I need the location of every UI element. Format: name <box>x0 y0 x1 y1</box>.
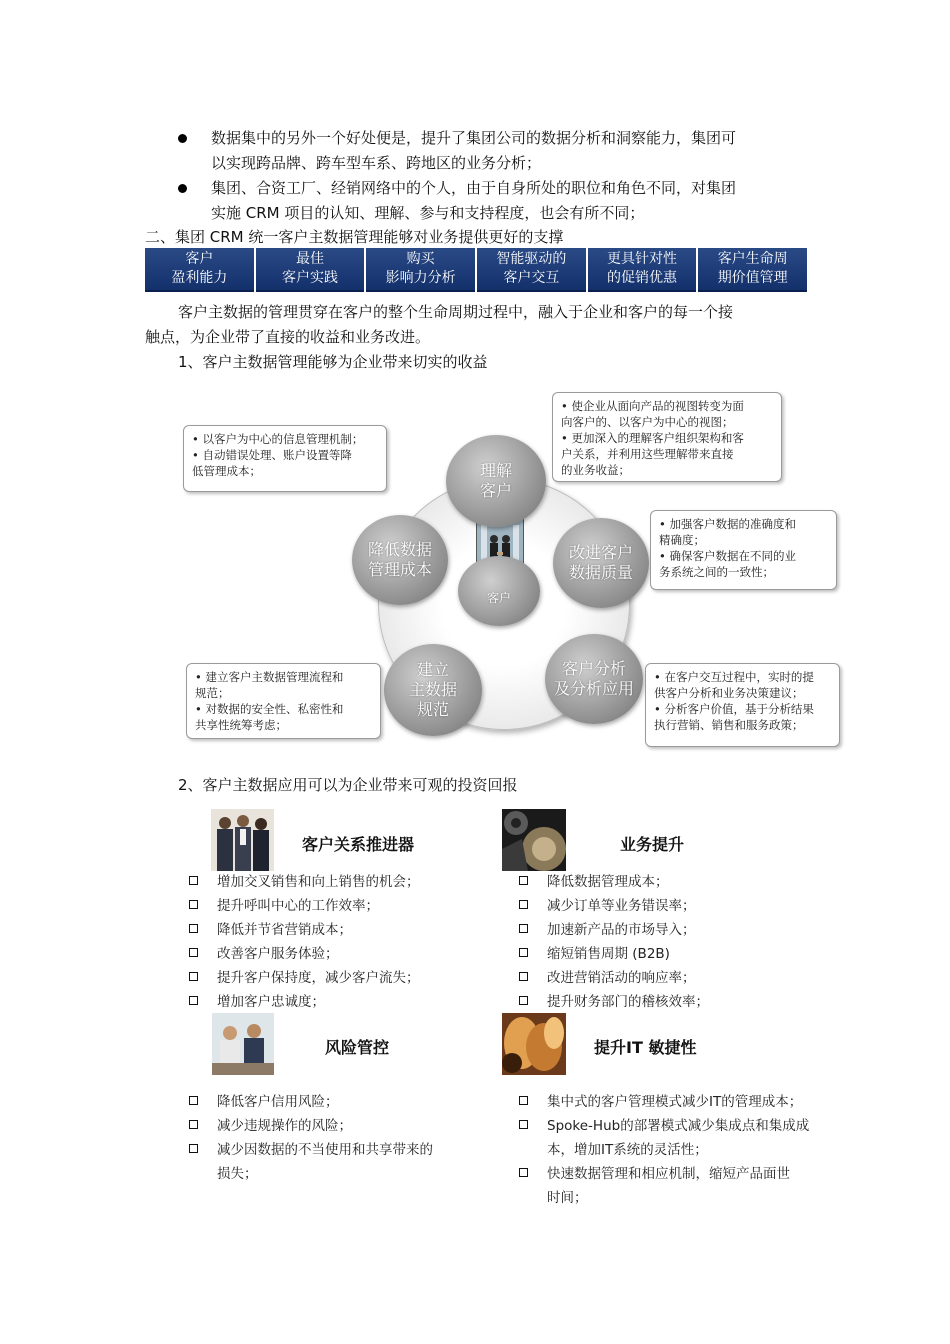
bullet-dot <box>178 134 187 143</box>
capability-banner <box>145 248 807 292</box>
banner-cell: 购买 影响力分析 <box>366 248 475 292</box>
gear-icon <box>502 809 566 871</box>
banner-cell: 智能驱动的 客户交互 <box>477 248 586 292</box>
gears-photo <box>502 809 566 871</box>
checkbox-icon <box>189 924 198 933</box>
list-item: 缩短销售周期 (B2B) <box>517 942 817 966</box>
list-item: 降低并节省营销成本； <box>187 918 487 942</box>
banner-cell: 客户生命周 期价值管理 <box>698 248 807 292</box>
list-item: 降低数据管理成本； <box>517 870 817 894</box>
node-customer-analytics: 客户分析 及分析应用 <box>545 634 643 724</box>
checkbox-icon <box>189 900 198 909</box>
list-item: 减少订单等业务错误率； <box>517 894 817 918</box>
benefit-list-it <box>517 1090 837 1210</box>
section-heading: 二、集团 CRM 统一客户主数据管理能够对业务提供更好的支撑 <box>145 228 564 246</box>
it-gears-photo <box>502 1013 566 1075</box>
checkbox-icon <box>519 1168 528 1177</box>
list-item: 集中式的客户管理模式减少IT的管理成本； <box>517 1090 837 1114</box>
list-item: 提升呼叫中心的工作效率； <box>187 894 487 918</box>
callout-understand-customer: • 使企业从面向产品的视图转变为面 向客户的、以客户为中心的视图； • 更加深入的理解客户组织架构和客 户关系，并利用这些理解带来直接 的业务收益； <box>552 392 782 482</box>
node-improve-data-quality: 改进客户 数据质量 <box>553 518 649 608</box>
callout-customer-analytics: • 在客户交互过程中，实时的提 供客户分析和业务决策建议； • 分析客户价值，基于分析结果 执行营销、销售和服务政策； <box>645 663 840 747</box>
checkbox-icon <box>189 876 198 885</box>
banner-cell: 更具针对性 的促销优惠 <box>588 248 697 292</box>
node-build-mdm-standard: 建立 主数据 规范 <box>384 644 482 736</box>
banner-cell: 客户 盈利能力 <box>145 248 254 292</box>
list-item: 提升客户保持度，减少客户流失； <box>187 966 487 990</box>
checkbox-icon <box>189 1096 198 1105</box>
bullet-line: 实施 CRM 项目的认知、理解、参与和支持程度，也会有所不同； <box>211 204 645 222</box>
list-item: 提升财务部门的稽核效率； <box>517 990 817 1014</box>
list-item: 增加交叉销售和向上销售的机会； <box>187 870 487 894</box>
node-reduce-cost: 降低数据 管理成本 <box>352 515 448 605</box>
benefit-title-risk: 风险管控 <box>325 1038 390 1057</box>
list-item: 减少违规操作的风险； <box>187 1114 477 1138</box>
banner-cell: 最佳 客户实践 <box>256 248 365 292</box>
meeting-photo <box>212 1013 274 1075</box>
benefit-title-it: 提升IT 敏捷性 <box>594 1038 697 1057</box>
cog-icon <box>502 1013 566 1075</box>
checkbox-icon <box>519 924 528 933</box>
list-item: 降低客户信用风险； <box>187 1090 477 1114</box>
center-node: 客户 <box>458 556 540 626</box>
bullet-dot <box>178 184 187 193</box>
callout-mdm-standard: • 建立客户主数据管理流程和 规范； • 对数据的安全性、私密性和 共享性统筹考虑； <box>186 663 381 739</box>
list-item: Spoke-Hub的部署模式减少集成点和集成成 本，增加IT系统的灵活性； <box>517 1114 837 1162</box>
checkbox-icon <box>519 948 528 957</box>
business-team-photo <box>211 809 274 871</box>
checkbox-icon <box>189 1120 198 1129</box>
list-item: 加速新产品的市场导入； <box>517 918 817 942</box>
checkbox-icon <box>519 1120 528 1129</box>
list-item: 改善客户服务体验； <box>187 942 487 966</box>
callout-data-quality: • 加强客户数据的准确度和 精确度； • 确保客户数据在不同的业 务系统之间的一致性； <box>650 510 837 590</box>
checkbox-icon <box>189 948 198 957</box>
intro-paragraph: 客户主数据的管理贯穿在客户的整个生命周期过程中，融入于企业和客户的每一个接 <box>178 303 734 321</box>
subheading-2: 2、客户主数据应用可以为企业带来可观的投资回报 <box>178 776 518 794</box>
checkbox-icon <box>189 996 198 1005</box>
bullet-line: 数据集中的另外一个好处便是，提升了集团公司的数据分析和洞察能力，集团可 <box>211 129 737 147</box>
checkbox-icon <box>519 996 528 1005</box>
subheading-1: 1、客户主数据管理能够为企业带来切实的收益 <box>178 353 488 371</box>
checkbox-icon <box>189 972 198 981</box>
benefit-list-risk <box>187 1090 477 1186</box>
checkbox-icon <box>519 900 528 909</box>
benefit-title-business: 业务提升 <box>620 835 685 854</box>
list-item: 快速数据管理和相应机制，缩短产品面世 时间； <box>517 1162 837 1210</box>
benefit-list-crm <box>187 870 487 1014</box>
node-understand-customer: 理解 客户 <box>446 435 546 527</box>
list-item: 增加客户忠诚度； <box>187 990 487 1014</box>
list-item: 改进营销活动的响应率； <box>517 966 817 990</box>
intro-paragraph-cont: 触点，为企业带了直接的收益和业务改进。 <box>145 328 431 346</box>
checkbox-icon <box>519 972 528 981</box>
benefit-list-business <box>517 870 817 1014</box>
benefit-title-crm: 客户关系推进器 <box>302 835 415 854</box>
bullet-line: 以实现跨品牌、跨车型车系、跨地区的业务分析； <box>211 154 542 172</box>
checkbox-icon <box>519 876 528 885</box>
checkbox-icon <box>189 1144 198 1153</box>
list-item: 减少因数据的不当使用和共享带来的 损失； <box>187 1138 477 1186</box>
team-photo-icon <box>211 809 274 871</box>
bullet-line: 集团、合资工厂、经销网络中的个人，由于自身所处的职位和角色不同，对集团 <box>211 179 737 197</box>
checkbox-icon <box>519 1096 528 1105</box>
meeting-photo-icon <box>212 1013 274 1075</box>
callout-reduce-cost: • 以客户为中心的信息管理机制； • 自动错误处理、账户设置等降 低管理成本； <box>183 425 387 492</box>
